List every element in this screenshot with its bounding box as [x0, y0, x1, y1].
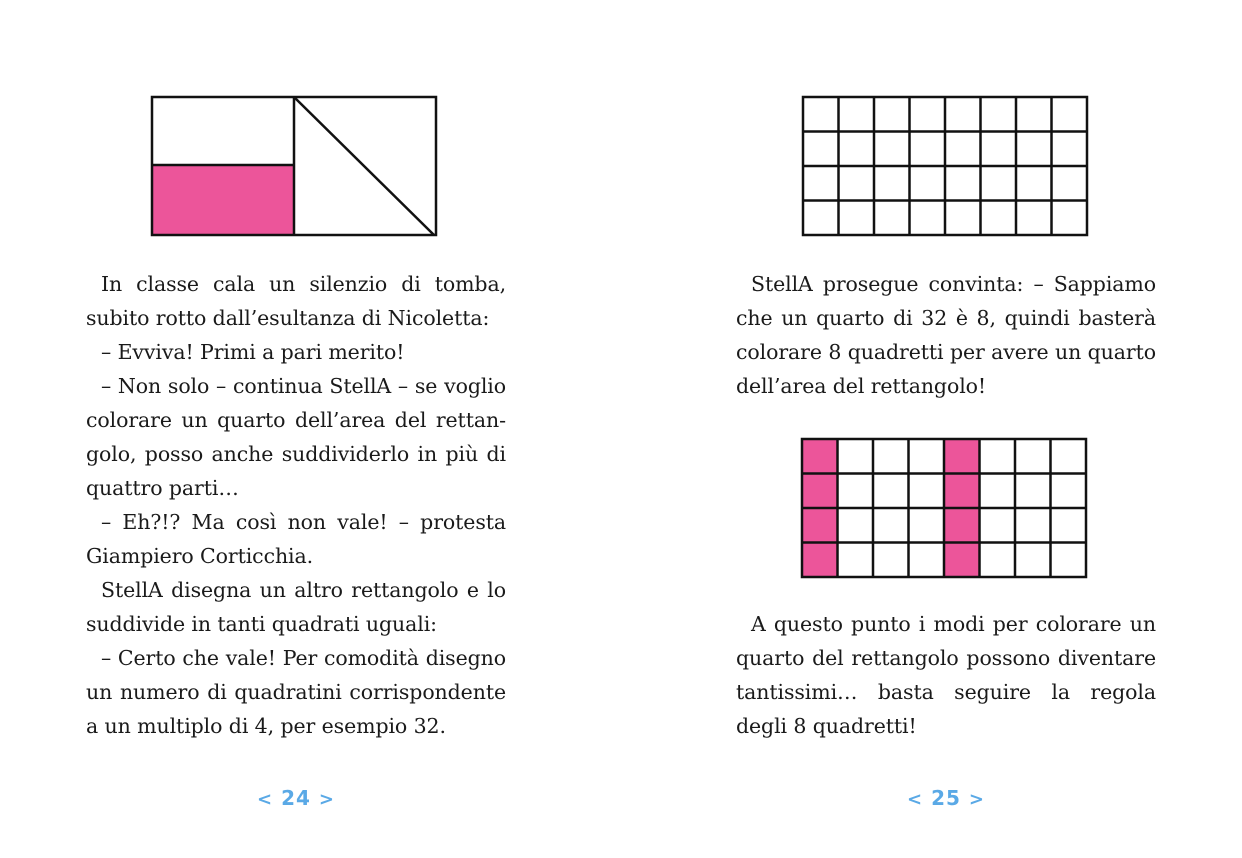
grid-cell	[874, 201, 910, 236]
grid-cell	[1015, 543, 1051, 578]
grid-cell-shaded	[802, 474, 838, 509]
grid-cell-shaded	[944, 474, 980, 509]
grid-cell	[838, 543, 874, 578]
grid-cell	[874, 97, 910, 132]
grid-cell	[980, 508, 1016, 543]
grid-cell	[1016, 166, 1052, 201]
rectangle-split-diagram	[150, 95, 438, 237]
grid-cell	[980, 543, 1016, 578]
grid-cell	[1016, 201, 1052, 236]
paragraph: In classe cala un silenzio di tomba, subito rotto dall’esultanza di Nicoletta:	[86, 272, 506, 330]
chevron-right-icon: >	[318, 789, 335, 810]
grid-cell	[1052, 166, 1088, 201]
grid-cell	[803, 166, 839, 201]
grid-cell	[1015, 439, 1051, 474]
chevron-right-icon: >	[968, 789, 985, 810]
grid-cell	[803, 97, 839, 132]
grid-cell	[945, 132, 981, 167]
page-number	[236, 786, 356, 810]
paragraph: – Non solo – continua StellA – se voglio colorare un quarto dell’area del rettangolo, posso anche suddividerlo in più di quattro parti…	[86, 374, 506, 500]
grid-32-squares	[801, 95, 1089, 237]
chevron-left-icon: <	[257, 789, 274, 810]
grid-cell	[838, 474, 874, 509]
paragraph: A questo punto i modi per colorare un quarto del rettangolo possono diventare tantissimi… basta seguire la regola degli 8 quadretti!	[736, 612, 1156, 738]
grid-cell	[803, 201, 839, 236]
grid-cell	[1051, 508, 1087, 543]
grid-cell	[1051, 474, 1087, 509]
page-number-value: 24	[281, 786, 311, 810]
grid-cell-shaded	[944, 543, 980, 578]
grid-cell	[1015, 474, 1051, 509]
grid-cell	[981, 132, 1017, 167]
grid-cell	[910, 166, 946, 201]
grid-cell	[945, 166, 981, 201]
page-number-value: 25	[931, 786, 961, 810]
grid-cell	[981, 97, 1017, 132]
paragraph: StellA disegna un altro rettangolo e lo suddivide in tanti quadrati uguali:	[86, 578, 506, 636]
grid-cell-shaded	[944, 508, 980, 543]
grid-cell	[1052, 97, 1088, 132]
grid-cell	[910, 97, 946, 132]
page-number	[886, 786, 1006, 810]
grid-cell	[945, 97, 981, 132]
grid-cell-shaded	[944, 439, 980, 474]
grid-cell	[980, 474, 1016, 509]
paragraph: – Eh?!? Ma così non vale! – protesta Giampiero Corticchia.	[86, 510, 506, 568]
grid-cell	[1051, 439, 1087, 474]
grid-32-squares-shaded	[800, 437, 1088, 579]
grid-cell	[874, 132, 910, 167]
grid-cell	[909, 543, 945, 578]
grid-cell	[838, 508, 874, 543]
grid-cell	[874, 166, 910, 201]
paragraph: – Evviva! Primi a pari merito!	[101, 340, 405, 364]
grid-cell	[873, 439, 909, 474]
grid-cell-shaded	[802, 543, 838, 578]
grid-cell	[839, 97, 875, 132]
paragraph: StellA prosegue convinta: – Sappiamo che un quarto di 32 è 8, quindi basterà colorare 8 quadretti per avere un quarto dell’area del rettangolo!	[736, 272, 1156, 398]
grid-cell	[873, 543, 909, 578]
grid-cell	[1015, 508, 1051, 543]
grid-cell	[839, 201, 875, 236]
grid-cell	[838, 439, 874, 474]
grid-cell	[910, 201, 946, 236]
grid-cell	[803, 132, 839, 167]
grid-cell	[910, 132, 946, 167]
grid-cell	[873, 474, 909, 509]
right-page	[621, 0, 1242, 858]
grid-cell-shaded	[802, 439, 838, 474]
grid-cell	[1016, 97, 1052, 132]
shaded-quarter	[152, 165, 294, 235]
grid-cell	[945, 201, 981, 236]
right-page-text-bottom	[736, 607, 1156, 743]
right-page-text-top	[736, 267, 1156, 403]
grid-cell-shaded	[802, 508, 838, 543]
grid-cell	[839, 166, 875, 201]
grid-cell	[981, 201, 1017, 236]
grid-cell	[1052, 201, 1088, 236]
grid-cell	[1051, 543, 1087, 578]
left-page-text	[86, 267, 506, 743]
grid-cell	[839, 132, 875, 167]
grid-cell	[980, 439, 1016, 474]
grid-cell	[909, 508, 945, 543]
grid-cell	[909, 439, 945, 474]
grid-cell	[1016, 132, 1052, 167]
chevron-left-icon: <	[907, 789, 924, 810]
grid-cell	[909, 474, 945, 509]
grid-cell	[981, 166, 1017, 201]
paragraph: – Certo che vale! Per comodità disegno un numero di quadratini corrispondente a un multiplo di 4, per esempio 32.	[86, 646, 506, 738]
grid-cell	[873, 508, 909, 543]
diagonal-divider	[294, 97, 434, 235]
grid-cell	[1052, 132, 1088, 167]
